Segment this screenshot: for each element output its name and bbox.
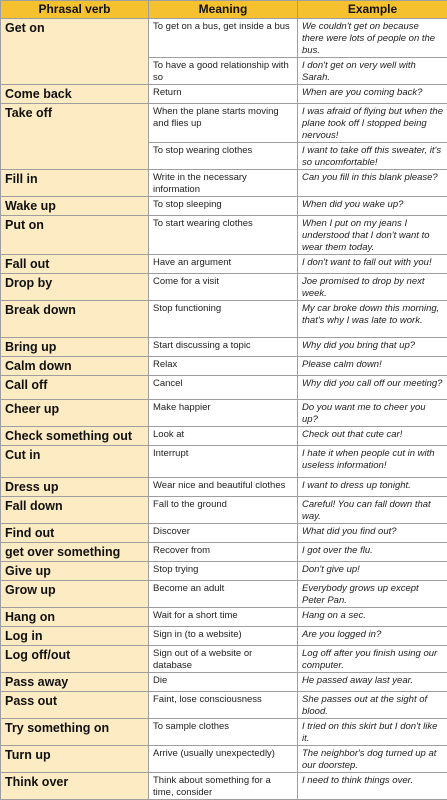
- meaning-cell: When the plane starts moving and flies up: [149, 104, 298, 143]
- phrasal-verb-cell: Fall down: [1, 497, 149, 524]
- phrasal-verb-cell: Pass away: [1, 673, 149, 692]
- example-cell: I want to dress up tonight.: [298, 478, 447, 497]
- example-cell: Hang on a sec.: [298, 608, 447, 627]
- phrasal-verb-cell: Try something on: [1, 719, 149, 746]
- example-cell: Are you logged in?: [298, 627, 447, 646]
- example-cell: He passed away last year.: [298, 673, 447, 692]
- phrasal-verb-cell: Calm down: [1, 357, 149, 376]
- phrasal-verb-cell: Come back: [1, 85, 149, 104]
- example-cell: When did you wake up?: [298, 197, 447, 216]
- phrasal-verb-cell: Break down: [1, 301, 149, 338]
- example-cell: Don't give up!: [298, 562, 447, 581]
- meaning-cell: Sign out of a website or database: [149, 646, 298, 673]
- table-row: [1, 376, 447, 400]
- table-row: [1, 692, 447, 719]
- phrasal-verb-cell: Grow up: [1, 581, 149, 608]
- phrasal-verb-cell: Take off: [1, 104, 149, 170]
- meaning-cell: Sign in (to a website): [149, 627, 298, 646]
- table-row: [1, 216, 447, 255]
- meaning-cell: Wait for a short time: [149, 608, 298, 627]
- table-row: [1, 773, 447, 800]
- example-cell: My car broke down this morning, that's why I was late to work.: [298, 301, 447, 338]
- example-cell: What did you find out?: [298, 524, 447, 543]
- phrasal-verb-cell: Drop by: [1, 274, 149, 301]
- table-row: [1, 104, 447, 143]
- meaning-cell: Return: [149, 85, 298, 104]
- phrasal-verb-cell: Put on: [1, 216, 149, 255]
- table-row: [1, 608, 447, 627]
- table-row: [1, 274, 447, 301]
- meaning-cell: Relax: [149, 357, 298, 376]
- meaning-cell: To stop wearing clothes: [149, 143, 298, 170]
- example-cell: I tried on this skirt but I don't like it.: [298, 719, 447, 746]
- phrasal-verb-cell: Check something out: [1, 427, 149, 446]
- meaning-cell: Start discussing a topic: [149, 338, 298, 357]
- meaning-cell: Cancel: [149, 376, 298, 400]
- phrasal-verb-cell: Get on: [1, 19, 149, 85]
- table-row: [1, 427, 447, 446]
- table-row: [1, 646, 447, 673]
- meaning-cell: To sample clothes: [149, 719, 298, 746]
- header-meaning: Meaning: [149, 1, 298, 19]
- phrasal-verb-cell: Cheer up: [1, 400, 149, 427]
- phrasal-verb-cell: Bring up: [1, 338, 149, 357]
- meaning-cell: Think about something for a time, consider: [149, 773, 298, 800]
- example-cell: The neighbor's dog turned up at our doorstep.: [298, 746, 447, 773]
- table-row: [1, 357, 447, 376]
- table-row: [1, 400, 447, 427]
- example-cell: I hate it when people cut in with useless information!: [298, 446, 447, 478]
- table-row: [1, 719, 447, 746]
- example-cell: I want to take off this sweater, it's so uncomfortable!: [298, 143, 447, 170]
- phrasal-verb-cell: Wake up: [1, 197, 149, 216]
- meaning-cell: Stop trying: [149, 562, 298, 581]
- phrasal-verb-cell: Find out: [1, 524, 149, 543]
- example-cell: Careful! You can fall down that way.: [298, 497, 447, 524]
- phrasal-verb-cell: Log in: [1, 627, 149, 646]
- meaning-cell: To start wearing clothes: [149, 216, 298, 255]
- example-cell: We couldn't get on because there were lots of people on the bus.: [298, 19, 447, 58]
- table-row: [1, 627, 447, 646]
- meaning-cell: Faint, lose consciousness: [149, 692, 298, 719]
- phrasal-verb-cell: Hang on: [1, 608, 149, 627]
- table-row: [1, 85, 447, 104]
- table-row: [1, 673, 447, 692]
- phrasal-verb-cell: Cut in: [1, 446, 149, 478]
- example-cell: Log off after you finish using our computer.: [298, 646, 447, 673]
- meaning-cell: Wear nice and beautiful clothes: [149, 478, 298, 497]
- table-row: [1, 497, 447, 524]
- meaning-cell: Fall to the ground: [149, 497, 298, 524]
- table-row: [1, 338, 447, 357]
- table-row: [1, 301, 447, 338]
- table-row: [1, 197, 447, 216]
- table-row: [1, 19, 447, 58]
- header-row: [1, 1, 447, 19]
- table-row: [1, 543, 447, 562]
- example-cell: Check out that cute car!: [298, 427, 447, 446]
- meaning-cell: Arrive (usually unexpectedly): [149, 746, 298, 773]
- example-cell: Please calm down!: [298, 357, 447, 376]
- meaning-cell: Come for a visit: [149, 274, 298, 301]
- phrasal-verb-cell: Give up: [1, 562, 149, 581]
- table-body: [1, 19, 447, 800]
- example-cell: I got over the flu.: [298, 543, 447, 562]
- table-row: [1, 170, 447, 197]
- meaning-cell: To have a good relationship with so: [149, 58, 298, 85]
- meaning-cell: Stop functioning: [149, 301, 298, 338]
- example-cell: When I put on my jeans I understood that I don't want to wear them today.: [298, 216, 447, 255]
- phrasal-verb-cell: Fill in: [1, 170, 149, 197]
- header-example: Example: [298, 1, 447, 19]
- phrasal-verb-cell: Pass out: [1, 692, 149, 719]
- meaning-cell: Die: [149, 673, 298, 692]
- meaning-cell: To get on a bus, get inside a bus: [149, 19, 298, 58]
- meaning-cell: Look at: [149, 427, 298, 446]
- meaning-cell: Discover: [149, 524, 298, 543]
- example-cell: I was afraid of flying but when the plane took off I stopped being nervous!: [298, 104, 447, 143]
- phrasal-verb-cell: Call off: [1, 376, 149, 400]
- meaning-cell: Interrupt: [149, 446, 298, 478]
- table-row: [1, 746, 447, 773]
- example-cell: I don't want to fall out with you!: [298, 255, 447, 274]
- example-cell: She passes out at the sight of blood.: [298, 692, 447, 719]
- table-row: [1, 255, 447, 274]
- meaning-cell: Become an adult: [149, 581, 298, 608]
- example-cell: I need to think things over.: [298, 773, 447, 800]
- example-cell: Why did you bring that up?: [298, 338, 447, 357]
- header-phrasal-verb: Phrasal verb: [1, 1, 149, 19]
- table-row: [1, 478, 447, 497]
- example-cell: I don't get on very well with Sarah.: [298, 58, 447, 85]
- meaning-cell: Write in the necessary information: [149, 170, 298, 197]
- phrasal-verb-cell: Fall out: [1, 255, 149, 274]
- table-row: [1, 581, 447, 608]
- example-cell: Everybody grows up except Peter Pan.: [298, 581, 447, 608]
- table-row: [1, 524, 447, 543]
- example-cell: Joe promised to drop by next week.: [298, 274, 447, 301]
- meaning-cell: Recover from: [149, 543, 298, 562]
- example-cell: When are you coming back?: [298, 85, 447, 104]
- table-row: [1, 446, 447, 478]
- example-cell: Can you fill in this blank please?: [298, 170, 447, 197]
- table-row: [1, 562, 447, 581]
- phrasal-verb-cell: Turn up: [1, 746, 149, 773]
- phrasal-verb-cell: Dress up: [1, 478, 149, 497]
- phrasal-verb-cell: get over something: [1, 543, 149, 562]
- meaning-cell: Have an argument: [149, 255, 298, 274]
- phrasal-verb-cell: Think over: [1, 773, 149, 800]
- phrasal-verb-cell: Log off/out: [1, 646, 149, 673]
- example-cell: Do you want me to cheer you up?: [298, 400, 447, 427]
- meaning-cell: Make happier: [149, 400, 298, 427]
- meaning-cell: To stop sleeping: [149, 197, 298, 216]
- example-cell: Why did you call off our meeting?: [298, 376, 447, 400]
